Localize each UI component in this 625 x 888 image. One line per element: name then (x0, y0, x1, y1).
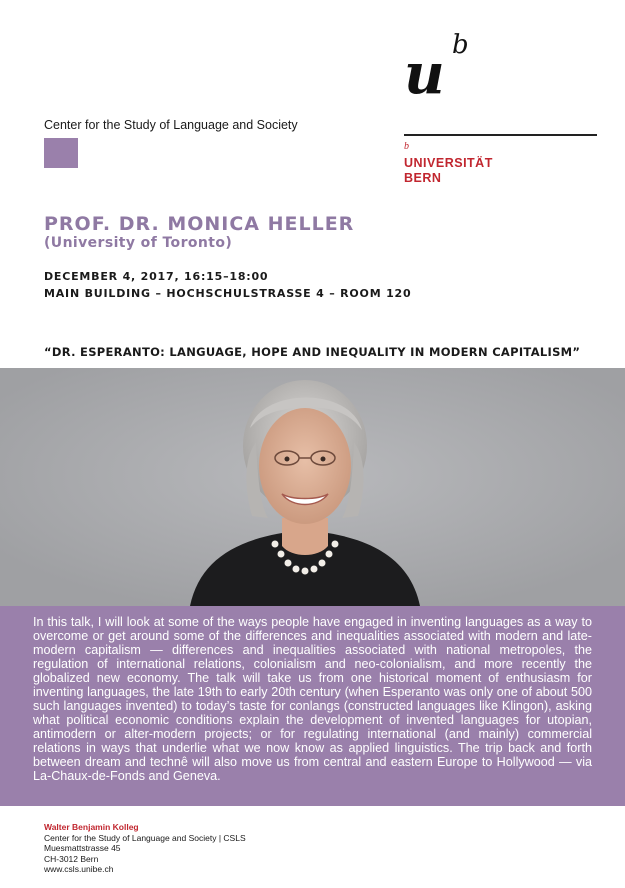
university-logo (404, 30, 484, 107)
wordmark-line-2: BERN (404, 171, 442, 185)
talk-abstract (0, 606, 625, 806)
speaker-name: PROF. DR. MONICA HELLER (44, 213, 355, 235)
footer-website: www.csls.unibe.ch (44, 864, 114, 875)
abstract-text: In this talk, I will look at some of the ways people have engaged in inventing languages as a way to overcome or get around some of the differences and inequalities associated with modern and late-modern capitalism — differences and inequalities associated with national metropoles, the regulation of international relations, colonialism and neo-colonialism, and more recently the globalized new economy. The talk will take us from one historical moment of enthusiasm for inventing languages, the late 19th to early 20th century (when Esperanto was only one of about 500 such languages invented) to today’s taste for conlangs (constructed languages like Klingon), asking what political economic conditions explain the development of invented languages for utopian, antimodern or alter-modern projects; or for regulating international (and mainly) commercial relations in ways that underlie what we now know as applied linguistics. The trip back and forth between dream and technê will also move us from central and eastern Europe to Hollywood — via La-Chaux-de-Fonds and Geneva. (33, 615, 592, 783)
speaker-portrait-illustration (0, 368, 625, 606)
speaker-affiliation: (University of Toronto) (44, 235, 233, 251)
center-color-square (44, 138, 78, 168)
footer-line-1: Center for the Study of Language and Society | CSLS (44, 832, 246, 843)
logo-b-letter: b (452, 30, 469, 60)
talk-title: “DR. ESPERANTO: LANGUAGE, HOPE AND INEQUALITY IN MODERN CAPITALISM” (44, 345, 581, 359)
footer-title: Walter Benjamin Kolleg (44, 822, 139, 832)
speaker-photo (0, 368, 625, 606)
logo-small-b: b (404, 141, 409, 152)
footer-city: CH-3012 Bern (44, 853, 99, 864)
logo-divider (404, 134, 597, 136)
footer-address: Muesmattstrasse 45 (44, 843, 121, 854)
wordmark-line-1: UNIVERSITÄT (404, 156, 493, 170)
logo-u-letter: u (404, 41, 445, 107)
footer-contact (44, 822, 246, 875)
event-location: MAIN BUILDING – HOCHSCHULSTRASSE 4 – ROOM 120 (44, 287, 412, 300)
center-name: Center for the Study of Language and Society (44, 118, 298, 132)
event-date: DECEMBER 4, 2017, 16:15–18:00 (44, 270, 269, 283)
university-wordmark (404, 156, 493, 186)
